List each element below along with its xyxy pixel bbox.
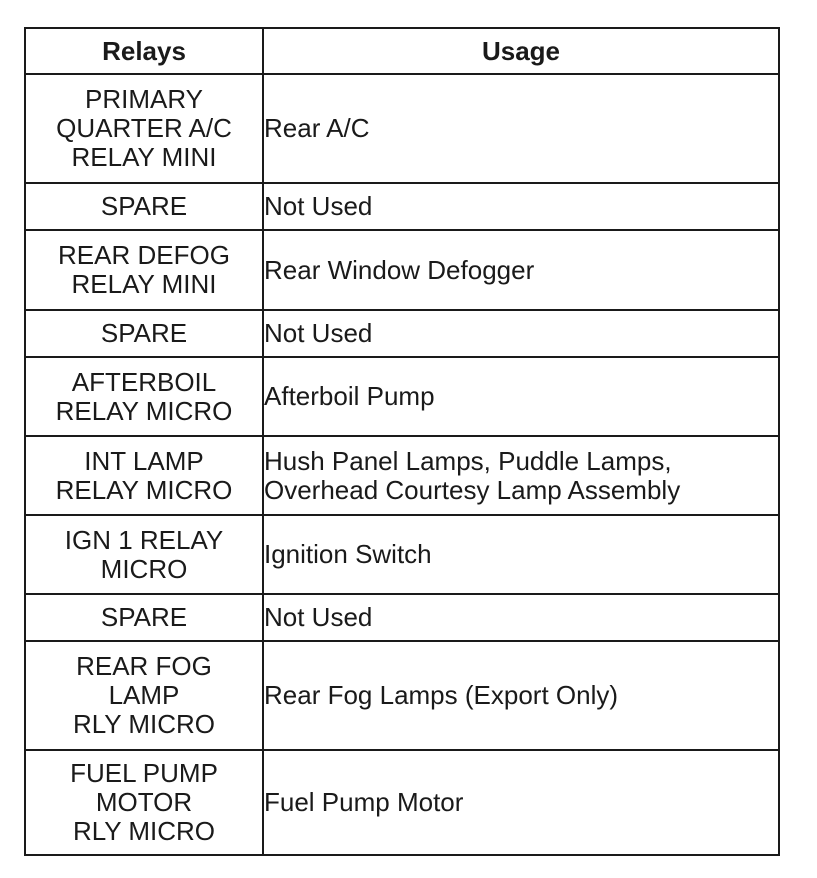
usage-cell: Not Used — [263, 594, 779, 641]
relay-cell: PRIMARY QUARTER A/C RELAY MINI — [25, 74, 263, 183]
column-header-usage: Usage — [263, 28, 779, 74]
usage-cell: Fuel Pump Motor — [263, 750, 779, 855]
usage-cell: Rear Fog Lamps (Export Only) — [263, 641, 779, 750]
table-row — [25, 641, 779, 750]
relay-cell: SPARE — [25, 183, 263, 230]
usage-cell: Afterboil Pump — [263, 357, 779, 436]
table-row — [25, 357, 779, 436]
usage-cell: Not Used — [263, 310, 779, 357]
relay-cell: REAR FOG LAMP RLY MICRO — [25, 641, 263, 750]
table-row — [25, 230, 779, 310]
table-row — [25, 310, 779, 357]
usage-cell: Hush Panel Lamps, Puddle Lamps, Overhead Courtesy Lamp Assembly — [263, 436, 779, 515]
relay-cell: IGN 1 RELAY MICRO — [25, 515, 263, 594]
relay-cell: SPARE — [25, 594, 263, 641]
relay-usage-table — [24, 27, 780, 856]
table-header-row — [25, 28, 779, 74]
relay-cell: AFTERBOIL RELAY MICRO — [25, 357, 263, 436]
table-row — [25, 515, 779, 594]
usage-cell: Ignition Switch — [263, 515, 779, 594]
table-row — [25, 436, 779, 515]
usage-cell: Not Used — [263, 183, 779, 230]
column-header-relays: Relays — [25, 28, 263, 74]
table-row — [25, 594, 779, 641]
relay-cell: INT LAMP RELAY MICRO — [25, 436, 263, 515]
usage-cell: Rear Window Defogger — [263, 230, 779, 310]
usage-cell: Rear A/C — [263, 74, 779, 183]
relay-cell: FUEL PUMP MOTOR RLY MICRO — [25, 750, 263, 855]
relay-cell: REAR DEFOG RELAY MINI — [25, 230, 263, 310]
table-row — [25, 74, 779, 183]
table-row — [25, 750, 779, 855]
table-row — [25, 183, 779, 230]
relay-cell: SPARE — [25, 310, 263, 357]
